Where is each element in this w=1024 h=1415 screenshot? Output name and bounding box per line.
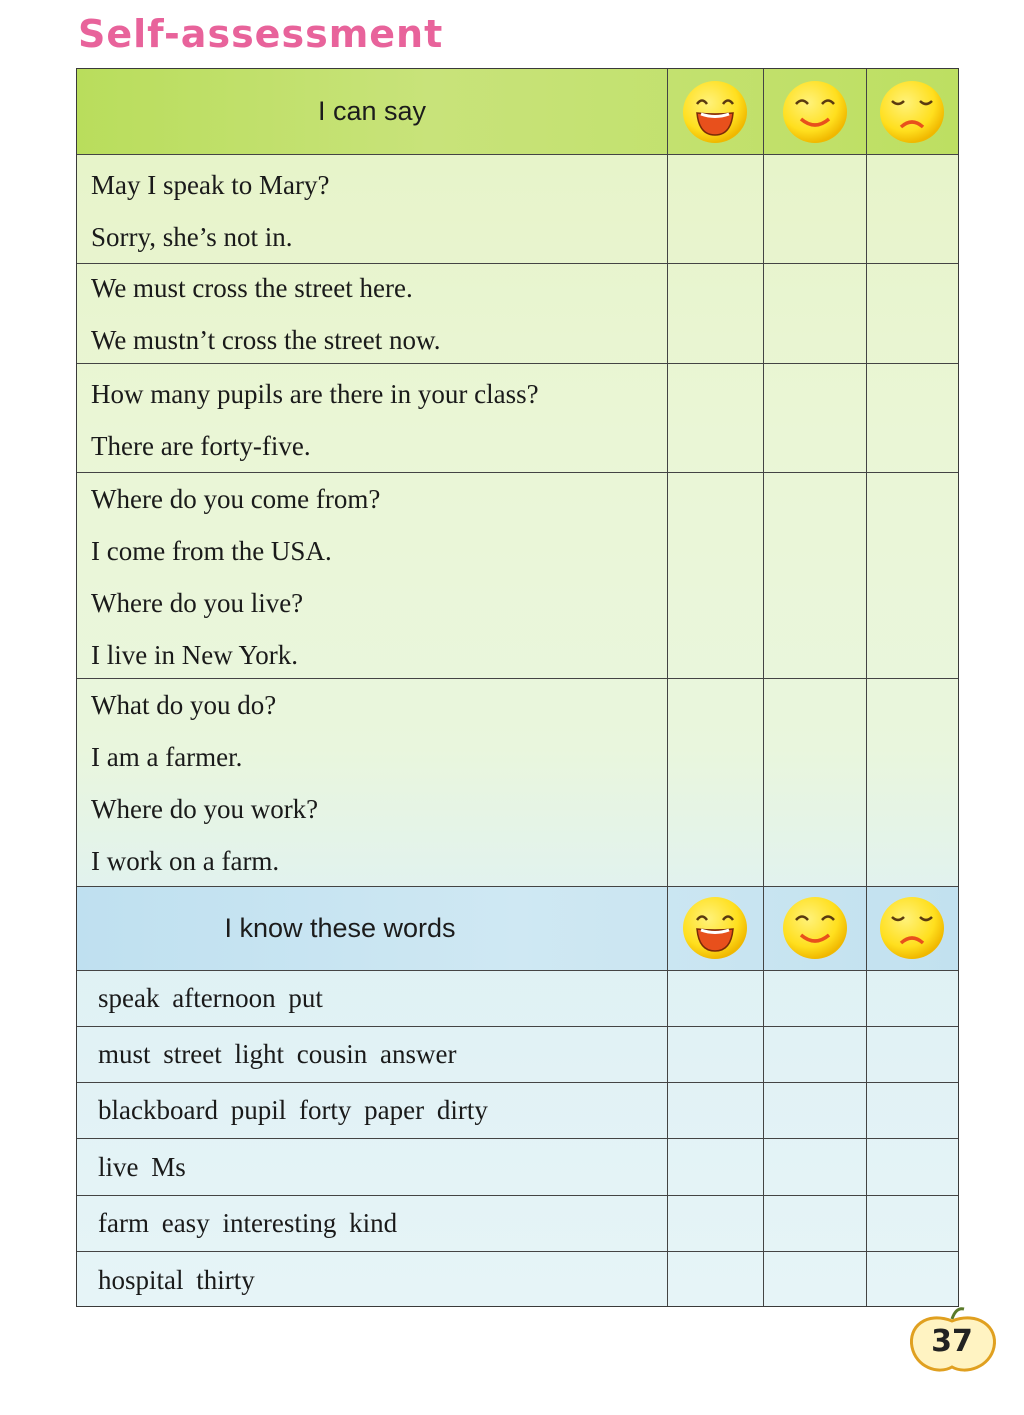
words-header-label: I know these words [224,913,456,943]
sentence: Where do you live? [91,588,304,618]
page-number: 37 [931,1323,973,1359]
sentence: I work on a farm. [91,846,280,876]
sad-face-icon [878,895,946,961]
smiling-face-icon [781,79,849,145]
sentence: Sorry, she’s not in. [91,222,293,252]
sentence: I am a farmer. [91,742,243,772]
sentence: There are forty-five. [91,431,311,461]
say-row [77,155,958,264]
sentence: What do you do? [91,690,277,720]
word-row [77,1083,958,1139]
say-row [77,364,958,473]
word-row [77,1027,958,1083]
word-row [77,1196,958,1252]
page-title: Self-assessment [78,12,444,56]
word-list: blackboard pupil forty paper dirty [98,1095,488,1125]
say-row [77,679,958,887]
word-list: hospital thirty [98,1264,255,1295]
page-number-badge [906,1305,998,1377]
word-list: must street light cousin answer [98,1039,457,1069]
word-list: speak afternoon put [98,983,323,1013]
laughing-face-icon [681,895,749,961]
say-row [77,264,958,364]
sentence: How many pupils are there in your class? [91,379,539,409]
word-row [77,1139,958,1196]
sad-face-icon [878,79,946,145]
word-list: live Ms [98,1151,186,1182]
word-row [77,971,958,1027]
sentence: Where do you come from? [91,484,381,514]
self-assessment-table [76,68,959,1307]
words-header-row [77,887,958,971]
sentence: We must cross the street here. [91,273,413,303]
word-row [77,1252,958,1307]
word-list: farm easy interesting kind [98,1208,398,1238]
say-header-label: I can say [317,96,427,126]
laughing-face-icon [681,79,749,145]
say-header-row [77,69,958,155]
say-row [77,473,958,679]
smiling-face-icon [781,895,849,961]
sentence: I live in New York. [91,640,298,670]
sentence: I come from the USA. [91,536,332,566]
sentence: May I speak to Mary? [91,170,330,200]
sentence: We mustn’t cross the street now. [91,325,441,355]
sentence: Where do you work? [91,794,319,824]
